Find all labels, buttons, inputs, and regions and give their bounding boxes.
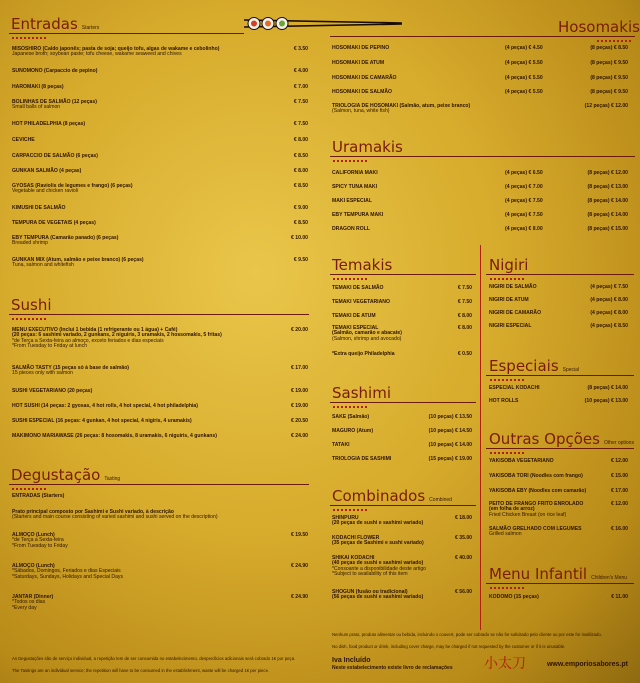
menu-item: SUSHI VEGETARIANO (20 peças) <box>12 388 93 394</box>
menu-item: HOT ROLLS <box>489 398 519 404</box>
footer-note-en: No dish, food product or drink, including cover charge, may be charged if not requested by the customer or if it is unusable. <box>332 644 566 649</box>
divider-dots <box>333 406 367 408</box>
menu-item: CALIFORNIA MAKI <box>332 170 378 176</box>
menu-item-price: € 19.00 <box>291 403 308 409</box>
item-subtitle: *From Tuesday to Friday <box>12 542 68 549</box>
menu-item-price-small: (4 peças) € 7.50 <box>505 212 543 218</box>
menu-item: HOSOMAKI DE SALMÃO <box>332 89 392 95</box>
menu-item-price-large: (8 peças) € 12.00 <box>587 170 628 176</box>
menu-item-price: (8 peças) € 14.00 <box>587 385 628 391</box>
menu-item: SAKE (Salmão) <box>332 414 370 420</box>
sashimi-title: Sashimi <box>332 384 391 402</box>
menu-item-price: € 8.00 <box>293 168 308 174</box>
menu-item: PEITO DE FRANGO FRITO ENROLADO (em folha de arroz) Fried Chicken Breast (on rice leaf) <box>489 502 599 518</box>
divider-dots <box>490 278 524 280</box>
hosomakis-title: Hosomakis <box>558 18 640 36</box>
item-subtitle: (20 peças de sushi e sashimi variado) <box>332 520 424 527</box>
menu-item-price-large: (8 peças) € 15.00 <box>587 226 628 232</box>
menu-item: MAKIMONO MARIAWASE (26 peças: 8 hosomakis, 8 uramakis, 6 niguiris, 4 gunkans) <box>12 433 217 439</box>
menu-item-price-large: (8 peças) € 9.50 <box>590 89 628 95</box>
menu-item: YAKISOBA EBY (Noodles com camarão) <box>489 488 587 494</box>
item-subtitle: (Salmon, tuna, white fish) <box>332 108 390 115</box>
menu-item-price: € 8.00 <box>457 325 472 331</box>
degustacao-title: Degustação Tasting <box>11 466 121 484</box>
menu-item-price: (4 peças) € 8.00 <box>590 310 628 316</box>
menu-item-price-small: (4 peças) € 5.50 <box>505 75 543 81</box>
divider-dots <box>490 379 524 381</box>
menu-item-extra: *Extra queijo Philadelphia <box>332 351 395 357</box>
item-subtitle: (Salmão, camarão e abacate) <box>332 330 402 337</box>
iva-label: Iva Incluído <box>332 657 371 664</box>
menu-item-price: € 35.00 <box>455 535 472 541</box>
menu-item: SPICY TUNA MAKI <box>332 184 377 190</box>
menu-item: HOSOMAKI DE ATUM <box>332 60 385 66</box>
menu-item-price: (4 peças) € 8.00 <box>590 297 628 303</box>
menu-item-price: € 17.00 <box>611 488 628 494</box>
divider <box>9 314 309 315</box>
menu-item-price: € 16.00 <box>611 526 628 532</box>
item-subtitle: *Saturdays, Sundays, Holidays and Special Days <box>12 573 123 580</box>
menu-item: TEMAKI ESPECIAL (Salmão, camarão e abacate) (Salmon, shrimp and avocado) <box>332 326 442 342</box>
menu-item: YAKISOBA TORI (Noodles com frango) <box>489 473 583 479</box>
menu-item-price: € 8.50 <box>293 183 308 189</box>
menu-item: SALMÃO TASTY (15 peças só à base de salmão) 15 pieces only with salmon <box>12 366 282 377</box>
menu-item: HOSOMAKI DE PEPINO <box>332 45 390 51</box>
item-subtitle: (Salmon, shrimp and avocado) <box>332 335 402 342</box>
menu-item-price: € 20.00 <box>291 327 308 333</box>
divider <box>330 36 635 37</box>
item-subtitle: Grilled salmon <box>489 531 522 538</box>
divider <box>486 274 634 275</box>
menu-item: NIGIRI DE CAMARÃO <box>489 310 542 316</box>
menu-item: ALMOÇO (Lunch) *de Terça a Sexta-feira *From Tuesday to Friday <box>12 533 262 549</box>
sushi-chopsticks-icon <box>244 14 404 36</box>
menu-item-price-small: (4 peças) € 6.50 <box>505 170 543 176</box>
combinados-title: Combinados Combined <box>332 487 452 505</box>
menu-item: MAKI ESPECIAL <box>332 198 372 204</box>
menu-item: CARPACCIO DE SALMÃO (6 peças) <box>12 153 98 159</box>
menu-item-price: (4 peças) € 8.50 <box>590 323 628 329</box>
menu-item-price: € 4.00 <box>293 68 308 74</box>
divider-dots <box>490 587 524 589</box>
degustacao-footnote-pt: As Degustações são de serviço individual, a repetição tem de ser consumida no estabelecimento, desperdícios adicionais será cobrado 1€ por peça. <box>12 656 296 661</box>
item-subtitle: Vegetable and chicken ravioli <box>12 188 78 195</box>
item-subtitle: Japanese broth; soybean paste; tofu cheese, wakame seaweed and chives <box>12 51 182 58</box>
menu-item: SHOGUN (fusão ou tradicional) (56 peças de sushi e sashimi variado) <box>332 590 447 601</box>
menu-item-price: € 18.00 <box>455 515 472 521</box>
divider <box>486 375 634 376</box>
menu-item: NIGIRI ESPECIAL <box>489 323 532 329</box>
item-subtitle: (35 peças de Sashimi e sushi variado) <box>332 540 424 547</box>
item-subtitle: *de Terça a Sexta-feira ao almoço, exceto feriados e dias especiais <box>12 337 164 344</box>
menu-item-price-large: (8 peças) € 13.00 <box>587 184 628 190</box>
menu-item-price: € 15.00 <box>611 473 628 479</box>
item-subtitle: 15 pieces only with salmon <box>12 370 73 377</box>
menu-item-price: (12 peças) € 12.00 <box>584 103 628 109</box>
item-subtitle: *Consoante a disponibilidade deste artigo <box>332 565 427 572</box>
item-subtitle: *Sábados, Domingos, Feriados e dias Especiais <box>12 568 121 575</box>
divider <box>330 156 635 157</box>
menu-item: NIGIRI DE ATUM <box>489 297 529 303</box>
divider-dots <box>333 509 367 511</box>
menu-item-price-large: (8 peças) € 8.50 <box>590 45 628 51</box>
menu-item-price: € 17.00 <box>291 365 308 371</box>
degustacao-prato: Prato principal composto por Sashimi e Sushi variado, à descrição (Starters and main course consisting of varied sashimi and sushi served on the description) <box>12 509 218 521</box>
infantil-title: Menu Infantil Children's Menu <box>489 565 628 583</box>
menu-item: TEMAKI VEGETARIANO <box>332 299 390 305</box>
menu-item: SUNOMONO (Carpaccio de pepino) <box>12 68 98 74</box>
menu-item: SALMÃO GRELHADO COM LEGUMES Grilled salmon <box>489 527 599 538</box>
menu-item: GYOSAS (Raviolis de legumes e frango) (6 peças) Vegetable and chicken ravioli <box>12 184 272 195</box>
menu-item: SUSHI ESPECIAL (16 peças: 4 gunkan, 4 hot special, 4 nigiris, 4 uramakis) <box>12 418 192 424</box>
item-subtitle: Fried Chicken Breast (on rice leaf) <box>489 511 567 518</box>
menu-item: DRAGON ROLL <box>332 226 370 232</box>
menu-item-price: € 12.00 <box>611 458 628 464</box>
menu-item-price: € 8.00 <box>293 137 308 143</box>
menu-item-price: € 7.50 <box>293 121 308 127</box>
entradas-title: Entradas Starters <box>11 15 100 33</box>
degustacao-footnote-en: The Tastings are an individual service; the repetition will have to be consumed in the establishment, waste will be charged 1€ per piece. <box>12 668 270 673</box>
menu-item-price-small: (4 peças) € 7.50 <box>505 198 543 204</box>
menu-item: ALMOÇO (Lunch) *Sábados, Domingos, Feriados e dias Especiais *Saturdays, Sundays, Holidays and Special Days <box>12 564 262 580</box>
menu-item: TRIOLOGIA DE SASHIMI <box>332 456 392 462</box>
menu-item-price: € 24.90 <box>291 594 308 600</box>
menu-item: SHIKAI KODACHI (40 peças de sushi e sashimi variado) *Consoante a disponibilidade deste artigo *Subject to availability of this item <box>332 556 447 578</box>
menu-item: HOT PHILADELPHIA (8 peças) <box>12 121 86 127</box>
menu-item: MAGURO (Atum) <box>332 428 374 434</box>
column-separator <box>480 245 481 630</box>
menu-item: GUNKAN MIX (Atum, salmão e peixe branco) (6 peças) Tuna, salmon and whitefish <box>12 258 272 269</box>
menu-item-price: € 7.50 <box>457 299 472 305</box>
menu-item-price: € 9.00 <box>293 205 308 211</box>
divider <box>330 274 476 275</box>
divider-dots <box>597 40 631 42</box>
menu-item: ESPECIAL KODACHI <box>489 385 540 391</box>
item-subtitle: Tuna, salmon and whitefish <box>12 262 74 269</box>
especiais-title: Especiais Special <box>489 357 580 375</box>
menu-item: EBY TEMPURA MAKI <box>332 212 384 218</box>
item-subtitle: *Subject to availability of this item <box>332 571 408 578</box>
menu-item-price: € 19.00 <box>291 388 308 394</box>
menu-item-price: (15 peças) € 19.00 <box>428 456 472 462</box>
menu-item: YAKISOBA VEGETARIANO <box>489 458 554 464</box>
item-subtitle: (40 peças de sushi e sashimi variado) <box>332 560 424 567</box>
menu-item-price: € 56.00 <box>455 589 472 595</box>
menu-item-price: € 24.90 <box>291 563 308 569</box>
menu-item: EBY TEMPURA (Camarão panado) (6 peças) Breaded shrimp <box>12 236 272 247</box>
complaints-book: Neste estabelecimento existe livro de reclamações <box>332 665 453 671</box>
menu-item: TEMPURA DE VEGETAIS (4 peças) <box>12 220 96 226</box>
menu-item: CEVICHE <box>12 137 35 143</box>
menu-item-price: (4 peças) € 7.50 <box>590 284 628 290</box>
divider-dots <box>490 452 524 454</box>
menu-item-price: € 3.50 <box>293 46 308 52</box>
menu-item-price: € 0.50 <box>457 351 472 357</box>
menu-item-price-large: (8 peças) € 9.50 <box>590 75 628 81</box>
menu-item: MISOSHIRO (Caldo japonês; pasta de soja; queijo tofu, algas de wakame e cebolinho) Japanese broth; soybean paste; tofu cheese, wakame seaweed and chives <box>12 47 272 58</box>
item-subtitle: *Every day <box>12 604 37 611</box>
menu-item: KODACHI FLOWER (35 peças de Sashimi e sushi variado) <box>332 536 447 547</box>
divider <box>330 402 476 403</box>
divider <box>9 484 309 485</box>
item-subtitle: (em folha de arroz) <box>489 506 535 513</box>
item-subtitle: Breaded shrimp <box>12 240 48 247</box>
menu-item-price: (10 peças) € 13.00 <box>584 398 628 404</box>
divider-dots <box>12 318 46 320</box>
menu-item-price-large: (8 peças) € 9.50 <box>590 60 628 66</box>
menu-item-price-large: (8 peças) € 14.00 <box>587 212 628 218</box>
menu-item-price-large: (8 peças) € 14.00 <box>587 198 628 204</box>
item-subtitle: (20 peças: 6 sashimi variado, 2 gunkans, 2 niguiris, 3 uramakis, 2 hossomakis, 5 fritas) <box>12 332 222 339</box>
menu-item: JANTAR (Dinner) *Todos os dias *Every day <box>12 595 262 611</box>
infantil-price: € 11.00 <box>611 594 628 600</box>
menu-item-price-small: (4 peças) € 5.50 <box>505 89 543 95</box>
menu-item-price: € 40.00 <box>455 555 472 561</box>
menu-item: TRIOLOGIA DE HOSOMAKI (Salmão, atum, peixe branco) (Salmon, tuna, white fish) <box>332 104 532 115</box>
divider <box>9 33 244 34</box>
menu-item-price: € 7.50 <box>293 99 308 105</box>
menu-item-price: € 19.50 <box>291 532 308 538</box>
menu-item-price: € 9.50 <box>293 257 308 263</box>
menu-item-price: € 8.50 <box>293 153 308 159</box>
degustacao-entradas: ENTRADAS (Starters) <box>12 493 65 499</box>
item-subtitle: *From Tuesday to Friday at lunch <box>12 343 88 350</box>
divider-dots <box>12 488 46 490</box>
menu-item: KIMUSHI DE SALMÃO <box>12 205 66 211</box>
menu-item-price: € 10.00 <box>291 235 308 241</box>
footer-note-pt: Nenhum prato, produto alimentar ou bebida, incluindo o couvert, pode ser cobrado se não for solicitado pelo cliente ou por este for inutilizado. <box>332 632 602 637</box>
divider-dots <box>333 278 367 280</box>
divider <box>330 505 476 506</box>
item-subtitle: *Todos os dias <box>12 599 46 606</box>
menu-item-price: (10 peças) € 13.50 <box>428 414 472 420</box>
divider-dots <box>333 160 367 162</box>
menu-item-price: € 20.50 <box>291 418 308 424</box>
menu-item: NIGIRI DE SALMÃO <box>489 284 537 290</box>
menu-executivo: MENU EXECUTIVO (Inclui 1 bebida (1 refrigerante ou 1 água) + Café) (20 peças: 6 sashimi variado, 2 gunkans, 2 niguiris, 3 uramakis, 2 hossomakis, 5 fritas) *de Terça a Sexta-feira ao almoço, exceto feriados e dias especiais *From Tuesday to Friday at lunch <box>12 328 282 350</box>
menu-item: BOLINHAS DE SALMÃO (12 peças) Small balls of salmon <box>12 100 272 111</box>
menu-item: SHINPURU (20 peças de sushi e sashimi variado) <box>332 516 447 527</box>
sushi-title: Sushi <box>11 296 52 314</box>
kanji-logo: 小太刀 <box>484 656 526 672</box>
menu-item-price: € 7.00 <box>293 84 308 90</box>
menu-item-price: € 8.50 <box>293 220 308 226</box>
menu-item-price-small: (4 peças) € 4.50 <box>505 45 543 51</box>
item-subtitle: *de Terça a Sexta-feira <box>12 537 64 544</box>
divider-dots <box>12 37 46 39</box>
menu-item-price-small: (4 peças) € 5.50 <box>505 60 543 66</box>
menu-item-price: € 8.00 <box>457 313 472 319</box>
menu-item: GUNKAN SALMÃO (4 peças) <box>12 168 82 174</box>
menu-item: TATAKI <box>332 442 350 448</box>
menu-item: HOSOMAKI DE CAMARÃO <box>332 75 397 81</box>
temakis-title: Temakis <box>332 256 393 274</box>
divider <box>486 583 634 584</box>
menu-item-price: (10 peças) € 14.00 <box>428 442 472 448</box>
nigiri-title: Nigiri <box>489 256 529 274</box>
menu-item: HAROMAKI (8 peças) <box>12 84 64 90</box>
menu-item-price: (10 peças) € 14.50 <box>428 428 472 434</box>
divider <box>486 448 634 449</box>
infantil-item: KODOMO (15 peças) <box>489 594 539 600</box>
menu-item-price-small: (4 peças) € 7.00 <box>505 184 543 190</box>
menu-item: TEMAKI DE SALMÃO <box>332 285 384 291</box>
item-subtitle: Small balls of salmon <box>12 104 61 111</box>
menu-item-price: € 12.00 <box>611 501 628 507</box>
menu-item: TEMAKI DE ATUM <box>332 313 376 319</box>
outras-title: Outras Opções Other options <box>489 430 634 448</box>
item-subtitle: (56 peças de sushi e sashimi variado) <box>332 594 424 601</box>
menu-item-price-small: (4 peças) € 8.00 <box>505 226 543 232</box>
uramakis-title: Uramakis <box>332 138 403 156</box>
menu-item-price: € 24.00 <box>291 433 308 439</box>
website-link[interactable]: www.emporiosabores.pt <box>546 661 628 668</box>
menu-item: HOT SUSHI (14 peças: 2 gyosas, 4 hot rolls, 4 hot special, 4 hot philadelphia) <box>12 403 198 409</box>
menu-item-price: € 7.50 <box>457 285 472 291</box>
